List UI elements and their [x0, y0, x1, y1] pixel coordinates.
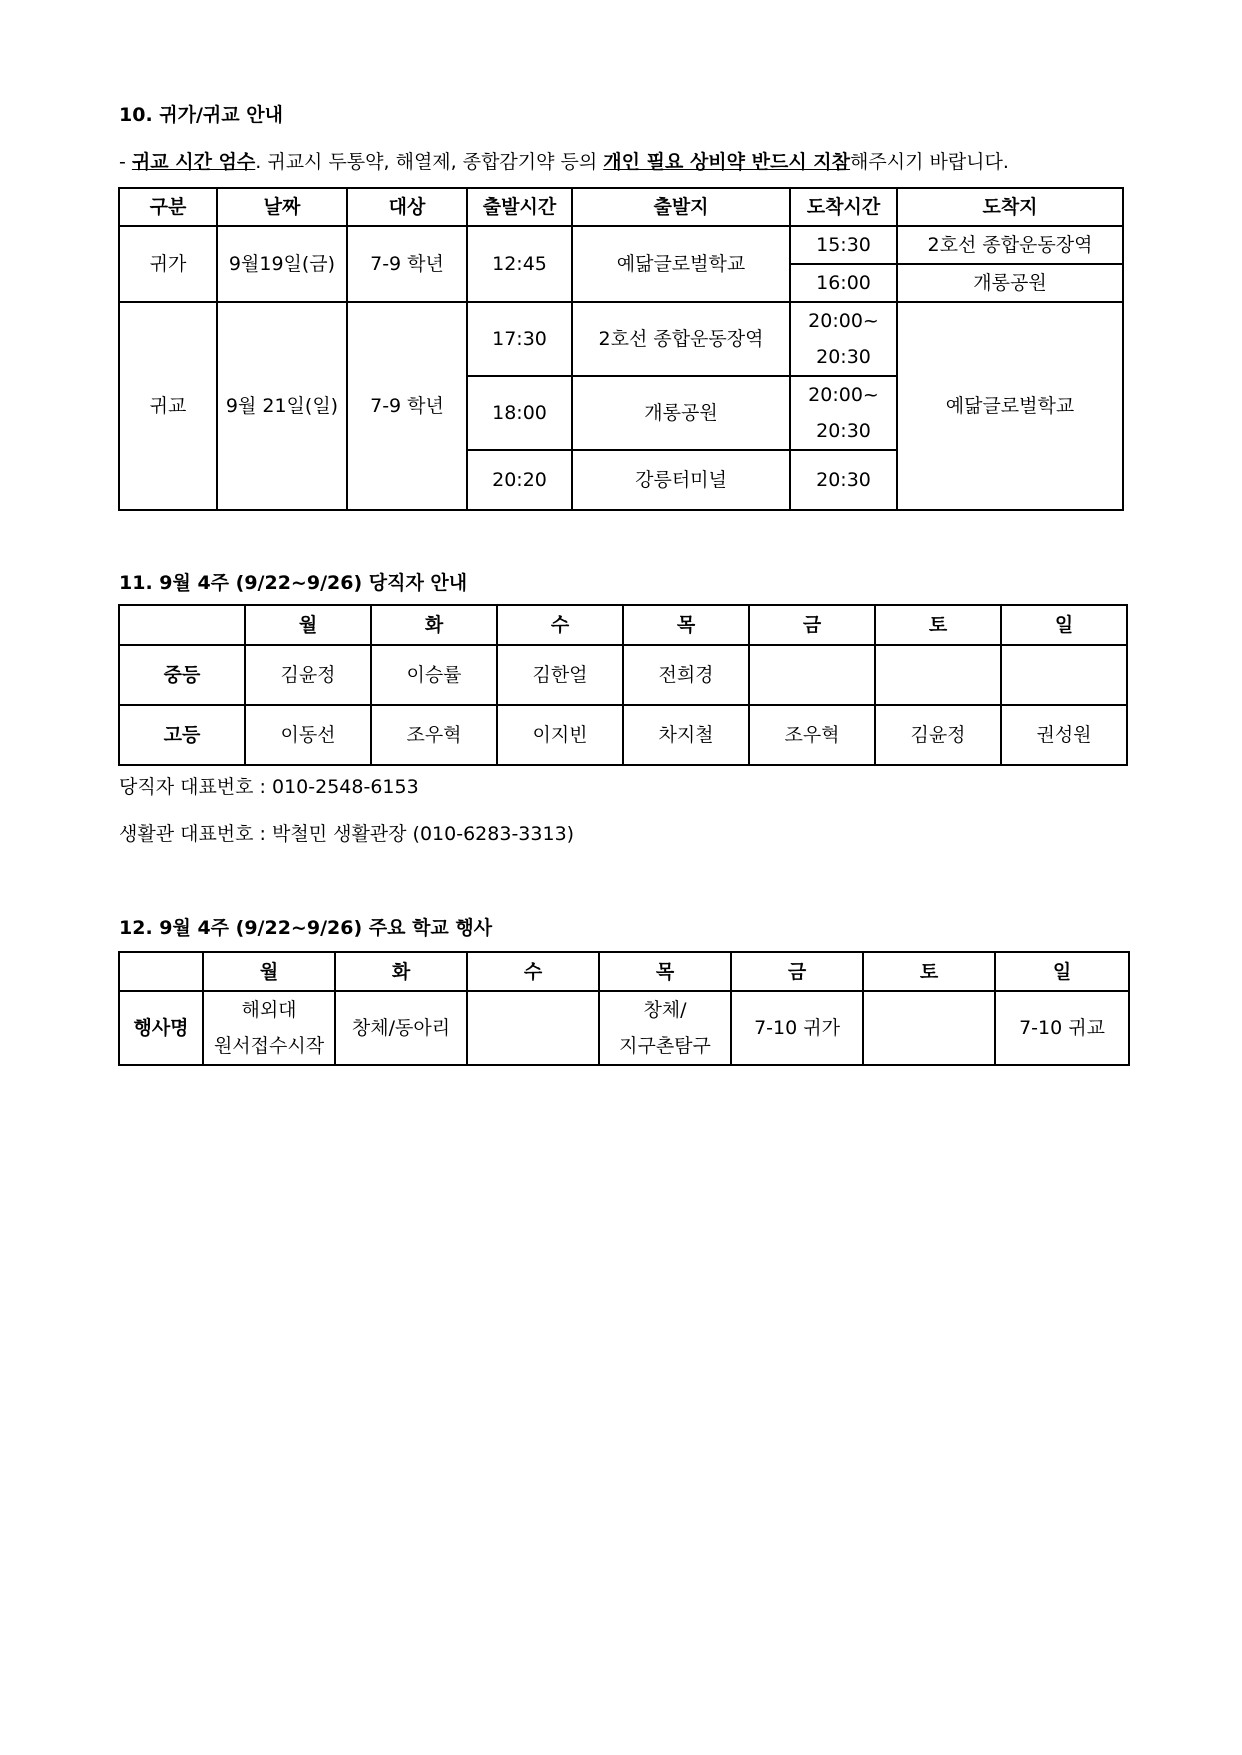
duty-day-thu: 목 [623, 605, 749, 645]
table-row [119, 302, 1123, 376]
events-day-sat: 토 [863, 952, 995, 991]
table-row [119, 226, 1123, 264]
duty-table [118, 604, 1128, 766]
return-destination: 예닮글로벌학교 [897, 302, 1123, 510]
transport-table [118, 187, 1124, 511]
header-category: 구분 [119, 188, 217, 226]
home-date: 9월19일(금) [217, 226, 347, 302]
notice-closing: 해주시기 바랍니다. [850, 151, 1009, 173]
header-destination: 도착지 [897, 188, 1123, 226]
duty-cell: 이동선 [245, 705, 371, 765]
event-cell-tue: 창체/동아리 [335, 991, 467, 1065]
header-target: 대상 [347, 188, 467, 226]
home-destination-1: 2호선 종합운동장역 [897, 226, 1123, 264]
return-arrive-time-3: 20:30 [790, 450, 897, 510]
duty-contact: 당직자 대표번호 : 010-2548-6153 [119, 776, 419, 798]
event-cell-mon [203, 991, 335, 1065]
events-header-row [119, 952, 1129, 991]
home-depart-time: 12:45 [467, 226, 572, 302]
events-day-tue: 화 [335, 952, 467, 991]
return-origin-1: 2호선 종합운동장역 [572, 302, 790, 376]
events-day-sun: 일 [995, 952, 1129, 991]
section12-title: 12. 9월 4주 (9/22~9/26) 주요 학교 행사 [119, 917, 493, 939]
duty-cell: 이지빈 [497, 705, 623, 765]
return-origin-2: 개롱공원 [572, 376, 790, 450]
duty-cell [875, 645, 1001, 705]
events-day-thu: 목 [599, 952, 731, 991]
events-day-mon: 월 [203, 952, 335, 991]
duty-day-tue: 화 [371, 605, 497, 645]
notice-dash: - [119, 151, 132, 173]
duty-cell: 조우혁 [749, 705, 875, 765]
arrive-time-line: 20:30 [816, 346, 871, 368]
event-line: 해외대 [241, 999, 297, 1021]
section10-title: 10. 귀가/귀교 안내 [119, 104, 283, 126]
return-origin-3: 강릉터미널 [572, 450, 790, 510]
duty-row-high [119, 705, 1127, 765]
events-header-blank [119, 952, 203, 991]
return-date: 9월 21일(일) [217, 302, 347, 510]
event-line: 지구촌탐구 [619, 1035, 711, 1057]
return-category: 귀교 [119, 302, 217, 510]
section11-title: 11. 9월 4주 (9/22~9/26) 당직자 안내 [119, 572, 468, 594]
duty-cell: 조우혁 [371, 705, 497, 765]
events-row-label: 행사명 [119, 991, 203, 1065]
return-arrive-time-1 [790, 302, 897, 376]
arrive-time-line: 20:30 [816, 420, 871, 442]
table-header-row [119, 188, 1123, 226]
arrive-time-line: 20:00~ [808, 384, 879, 406]
event-cell-wed [467, 991, 599, 1065]
return-depart-time-3: 20:20 [467, 450, 572, 510]
return-depart-time-2: 18:00 [467, 376, 572, 450]
duty-cell: 전희경 [623, 645, 749, 705]
header-origin: 출발지 [572, 188, 790, 226]
event-cell-sun: 7-10 귀교 [995, 991, 1129, 1065]
duty-cell: 김윤정 [245, 645, 371, 705]
dorm-contact: 생활관 대표번호 : 박철민 생활관장 (010-6283-3313) [119, 823, 575, 845]
duty-cell: 이승률 [371, 645, 497, 705]
duty-cell [749, 645, 875, 705]
home-target: 7-9 학년 [347, 226, 467, 302]
notice-emphasis-return-time: 귀교 시간 엄수 [131, 151, 256, 173]
arrive-time-line: 20:00~ [808, 310, 879, 332]
event-line: 창체/ [643, 999, 687, 1021]
return-depart-time-1: 17:30 [467, 302, 572, 376]
home-category: 귀가 [119, 226, 217, 302]
event-cell-fri: 7-10 귀가 [731, 991, 863, 1065]
notice-text [119, 147, 1009, 174]
events-row [119, 991, 1129, 1065]
events-day-wed: 수 [467, 952, 599, 991]
duty-row-label: 고등 [119, 705, 245, 765]
duty-row-middle [119, 645, 1127, 705]
duty-header-blank [119, 605, 245, 645]
events-day-fri: 금 [731, 952, 863, 991]
notice-emphasis-medicine: 개인 필요 상비약 반드시 지참 [603, 151, 851, 173]
notice-body: . 귀교시 두통약, 해열제, 종합감기약 등의 [255, 151, 604, 173]
home-arrive-time-2: 16:00 [790, 264, 897, 302]
return-arrive-time-2 [790, 376, 897, 450]
event-line: 원서접수시작 [213, 1035, 325, 1057]
duty-cell: 차지철 [623, 705, 749, 765]
duty-day-wed: 수 [497, 605, 623, 645]
event-cell-thu [599, 991, 731, 1065]
duty-cell: 김한얼 [497, 645, 623, 705]
duty-day-mon: 월 [245, 605, 371, 645]
duty-cell [1001, 645, 1127, 705]
duty-day-fri: 금 [749, 605, 875, 645]
duty-row-label: 중등 [119, 645, 245, 705]
duty-cell: 김윤정 [875, 705, 1001, 765]
duty-day-sun: 일 [1001, 605, 1127, 645]
events-table [118, 951, 1130, 1066]
header-date: 날짜 [217, 188, 347, 226]
event-cell-sat [863, 991, 995, 1065]
header-arrive-time: 도착시간 [790, 188, 897, 226]
duty-header-row [119, 605, 1127, 645]
home-arrive-time-1: 15:30 [790, 226, 897, 264]
return-target: 7-9 학년 [347, 302, 467, 510]
header-depart-time: 출발시간 [467, 188, 572, 226]
duty-cell: 권성원 [1001, 705, 1127, 765]
home-destination-2: 개롱공원 [897, 264, 1123, 302]
duty-day-sat: 토 [875, 605, 1001, 645]
home-origin: 예닮글로벌학교 [572, 226, 790, 302]
